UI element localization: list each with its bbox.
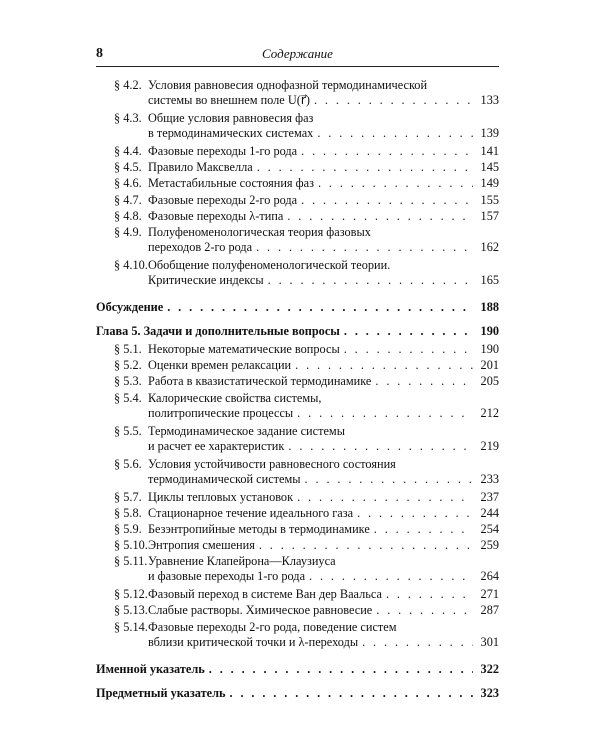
toc-entry <box>96 193 499 208</box>
section-page: 190 <box>480 341 499 356</box>
leader-dots <box>305 472 473 487</box>
section-number: § 4.8. <box>114 208 142 223</box>
leader-dots <box>375 374 473 389</box>
section-number: § 5.12. <box>114 587 148 602</box>
section-title-line: Полуфеноменологическая теория фазовых <box>148 224 371 239</box>
section-page: 301 <box>480 634 499 649</box>
toc-entry-title: Обсуждение <box>96 299 164 314</box>
section-title-line: Общие условия равновесия фаз <box>148 111 314 125</box>
toc-entry <box>96 258 499 288</box>
toc-entry <box>96 225 499 255</box>
section-title-line: и расчет ее характеристик <box>148 438 285 453</box>
section-page: 264 <box>480 569 499 584</box>
section-title-line: Критические индексы <box>148 272 264 287</box>
leader-dots <box>256 240 473 255</box>
page-header <box>96 44 499 66</box>
leader-dots <box>209 662 473 677</box>
leader-dots <box>259 538 473 553</box>
leader-dots <box>374 522 473 537</box>
toc-entry-title: Глава 5. Задачи и дополнительные вопросы <box>96 323 340 338</box>
leader-dots <box>257 160 473 175</box>
leader-dots <box>317 126 473 141</box>
section-title-line: Метастабильные состояния фаз <box>148 176 314 191</box>
chapter-4-sections <box>96 78 499 288</box>
section-page: 201 <box>480 358 499 373</box>
section-page: 149 <box>480 176 499 191</box>
page-number: 8 <box>96 46 103 61</box>
section-page: 155 <box>480 192 499 207</box>
section-page: 162 <box>480 239 499 254</box>
leader-dots <box>167 300 473 315</box>
section-page: 271 <box>480 587 499 602</box>
leader-dots <box>297 490 473 505</box>
section-title-line: в термодинамических системах <box>148 126 314 140</box>
section-number: § 4.10. <box>114 257 148 272</box>
section-title-line: Фазовые переходы 1-го рода <box>148 144 298 158</box>
chapter-5-sections <box>96 342 499 650</box>
section-title-line: системы во внешнем поле U(r⃗) <box>148 93 310 107</box>
section-title-line: Стационарное течение идеального газа <box>148 505 354 520</box>
section-number: § 4.9. <box>114 224 142 239</box>
section-page: 141 <box>480 144 499 158</box>
section-page: 157 <box>480 208 499 223</box>
section-number: § 5.6. <box>114 456 142 471</box>
section-page: 254 <box>480 521 499 536</box>
section-title-line: Фазовые переходы λ-типа <box>148 208 284 223</box>
section-title-line: Обобщение полуфеноменологической теории. <box>148 257 391 272</box>
section-number: § 5.7. <box>114 489 142 504</box>
section-page: 259 <box>480 538 499 553</box>
section-number: § 5.10. <box>114 538 148 553</box>
section-title-line: Безэнтропийные методы в термодинамике <box>148 521 370 536</box>
leader-dots <box>386 587 473 602</box>
leader-dots <box>314 93 473 108</box>
section-number: § 4.5. <box>114 160 142 175</box>
section-number: § 4.2. <box>114 78 142 92</box>
toc-entry <box>96 424 499 454</box>
toc-entry <box>96 391 499 421</box>
toc-entry <box>96 457 499 487</box>
toc-entry <box>96 78 499 108</box>
toc-entry <box>96 490 499 505</box>
section-number: § 5.11. <box>114 554 148 569</box>
section-number: § 5.8. <box>114 505 142 520</box>
section-title-line: и фазовые переходы 1-го рода <box>148 569 306 584</box>
toc-entry <box>96 374 499 389</box>
section-number: § 4.6. <box>114 176 142 191</box>
section-page: 165 <box>480 272 499 287</box>
section-title-line: Работа в квазистатической термодинамике <box>148 374 372 389</box>
toc-entry-title: Именной указатель <box>96 661 205 676</box>
section-title-line: Энтропия смешения <box>148 538 255 553</box>
toc-entry <box>96 538 499 553</box>
toc-entry-subject-index <box>96 686 499 701</box>
leader-dots <box>309 569 473 584</box>
toc-entry <box>96 176 499 191</box>
section-title-line: Уравнение Клапейрона—Клаузиуса <box>148 554 336 569</box>
running-title: Содержание <box>262 46 333 61</box>
section-number: § 5.4. <box>114 390 142 405</box>
leader-dots <box>297 406 473 421</box>
leader-dots <box>344 342 473 357</box>
table-of-contents <box>96 78 499 701</box>
section-page: 205 <box>480 374 499 389</box>
section-page: 287 <box>480 603 499 618</box>
toc-entry <box>96 209 499 224</box>
toc-entry <box>96 111 499 141</box>
leader-dots <box>288 439 473 454</box>
leader-dots <box>362 635 473 650</box>
leader-dots <box>295 358 473 373</box>
toc-entry <box>96 603 499 618</box>
leader-dots <box>287 209 473 224</box>
section-page: 139 <box>480 126 499 140</box>
toc-entry-page: 322 <box>480 661 499 676</box>
section-number: § 5.5. <box>114 423 142 438</box>
toc-entry-name-index <box>96 662 499 677</box>
section-number: § 5.1. <box>114 341 142 356</box>
section-number: § 5.2. <box>114 358 142 373</box>
section-page: 244 <box>480 505 499 520</box>
toc-entry <box>96 587 499 602</box>
section-number: § 4.7. <box>114 192 142 207</box>
toc-entry <box>96 144 499 159</box>
toc-entry-chapter-5 <box>96 324 499 339</box>
section-title-line: Фазовые переходы 2-го рода <box>148 192 298 207</box>
section-title-line: Слабые растворы. Химическое равновесие <box>148 603 373 618</box>
leader-dots <box>318 176 473 191</box>
section-title-line: Некоторые математические вопросы <box>148 341 340 356</box>
section-page: 145 <box>480 160 499 175</box>
section-title-line: термодинамической системы <box>148 471 301 486</box>
toc-entry <box>96 358 499 373</box>
section-title-line: политропические процессы <box>148 405 294 420</box>
toc-entry-page: 190 <box>480 323 499 338</box>
toc-entry-title: Предметный указатель <box>96 685 226 700</box>
toc-entry-discussion <box>96 300 499 315</box>
section-title-line: вблизи критической точки и λ-переходы <box>148 634 359 649</box>
section-title-line: Калорические свойства системы, <box>148 390 322 405</box>
leader-dots <box>344 324 473 339</box>
section-page: 219 <box>480 438 499 453</box>
section-number: § 5.13. <box>114 603 148 618</box>
section-title-line: Циклы тепловых установок <box>148 489 294 504</box>
toc-entry <box>96 506 499 521</box>
leader-dots <box>301 193 473 208</box>
header-rule <box>96 66 499 67</box>
leader-dots <box>230 686 473 701</box>
leader-dots <box>376 603 473 618</box>
section-title-line: Условия устойчивости равновесного состояния <box>148 456 396 471</box>
section-number: § 5.3. <box>114 374 142 389</box>
section-title-line: Правило Максвелла <box>148 160 253 175</box>
section-number: § 5.14. <box>114 619 148 634</box>
section-title-line: Условия равновесия однофазной термодинамической <box>148 78 428 92</box>
section-title-line: Оценки времен релаксации <box>148 358 292 373</box>
section-page: 133 <box>480 93 499 107</box>
section-title-line: переходов 2-го рода <box>148 239 253 254</box>
toc-entry <box>96 620 499 650</box>
leader-dots <box>357 506 473 521</box>
section-number: § 4.4. <box>114 144 142 158</box>
toc-entry-page: 188 <box>480 299 499 314</box>
section-title-line: Фазовые переходы 2-го рода, поведение систем <box>148 619 397 634</box>
section-title-line: Фазовый переход в системе Ван дер Ваальса <box>148 587 382 602</box>
section-page: 212 <box>480 405 499 420</box>
section-page: 233 <box>480 471 499 486</box>
section-number: § 4.3. <box>114 111 142 125</box>
section-number: § 5.9. <box>114 521 142 536</box>
toc-entry <box>96 342 499 357</box>
leader-dots <box>268 273 473 288</box>
toc-entry <box>96 522 499 537</box>
section-title-line: Термодинамическое задание системы <box>148 423 345 438</box>
toc-entry <box>96 554 499 584</box>
section-page: 237 <box>480 489 499 504</box>
toc-entry <box>96 160 499 175</box>
toc-entry-page: 323 <box>480 685 499 700</box>
leader-dots <box>301 144 473 159</box>
